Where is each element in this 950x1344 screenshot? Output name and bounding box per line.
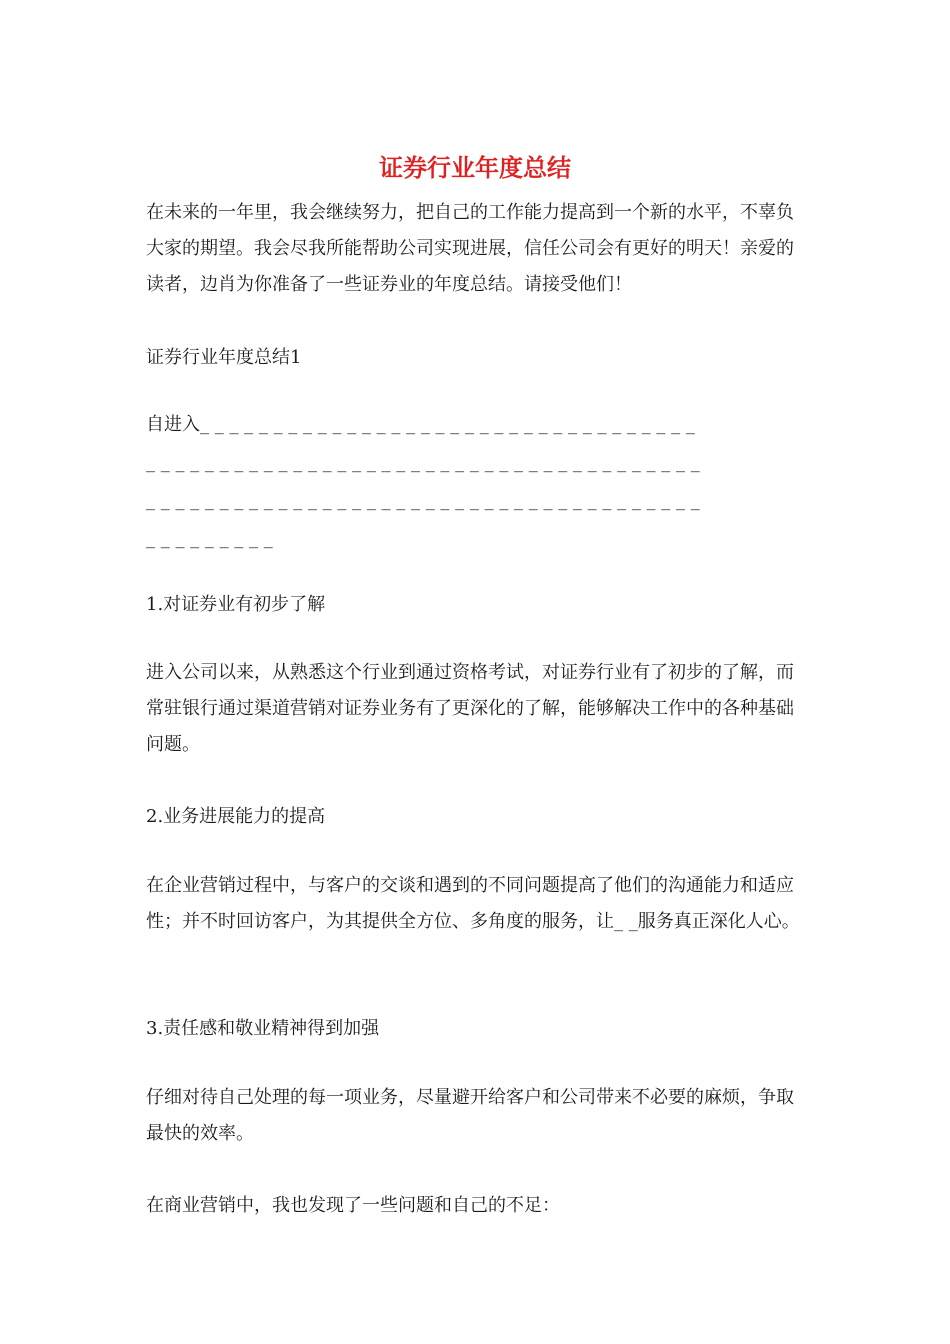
intro-paragraph: 在未来的一年里，我会继续努力，把自己的工作能力提高到一个新的水平，不辜负大家的期望。我会尽我所能帮助公司实现进展，信任公司会有更好的明天！亲爱的读者，边肖为你准备了一些证券业的年度总结。请接受他们！ (146, 202, 794, 295)
point3-body: 仔细对待自己处理的每一项业务，尽量避开给客户和公司带来不必要的麻烦，争取最快的效率。 (146, 1087, 794, 1144)
since-line-1 (146, 406, 810, 444)
point2-heading: 2.业务进展能力的提高 (146, 806, 326, 827)
closing-paragraph: 在商业营销中，我也发现了一些问题和自己的不足： (146, 1195, 560, 1216)
document-title: 证券行业年度总结 (379, 153, 571, 182)
blank-dashes: _ _ _ _ _ _ _ _ _ _ _ _ _ _ _ _ _ _ _ _ _ _ _ _ _ _ _ _ _ _ _ _ _ _ _ _ _ _ (146, 490, 700, 511)
blank-dashes: _ _ _ _ _ _ _ _ _ _ _ _ _ _ _ _ _ _ _ _ _ _ _ _ _ _ _ _ _ _ _ _ _ _ _ _ _ _ (146, 452, 700, 473)
blank-dashes: _ _ _ _ _ _ _ _ _ _ _ _ _ _ _ _ _ _ _ _ _ _ _ _ _ _ _ _ _ _ _ _ _ _ (200, 414, 695, 435)
point1-heading: 1.对证券业有初步了解 (146, 594, 326, 615)
blank-dashes: _ _ _ _ _ _ _ _ _ (146, 528, 273, 549)
point3-heading: 3.责任感和敬业精神得到加强 (146, 1018, 380, 1039)
since-joining-paragraph (146, 406, 810, 558)
since-prefix: 自进入 (146, 414, 200, 435)
section-heading: 证券行业年度总结1 (146, 347, 302, 368)
point2-body: 在企业营销过程中，与客户的交谈和遇到的不同问题提高了他们的沟通能力和适应性；并不时回访客户，为其提供全方位、多角度的服务，让_ _服务真正深化人心。 (146, 875, 800, 932)
point1-body: 进入公司以来，从熟悉这个行业到通过资格考试，对证券行业有了初步的了解，而常驻银行通过渠道营销对证券业务有了更深化的了解，能够解决工作中的各种基础问题。 (146, 662, 794, 755)
